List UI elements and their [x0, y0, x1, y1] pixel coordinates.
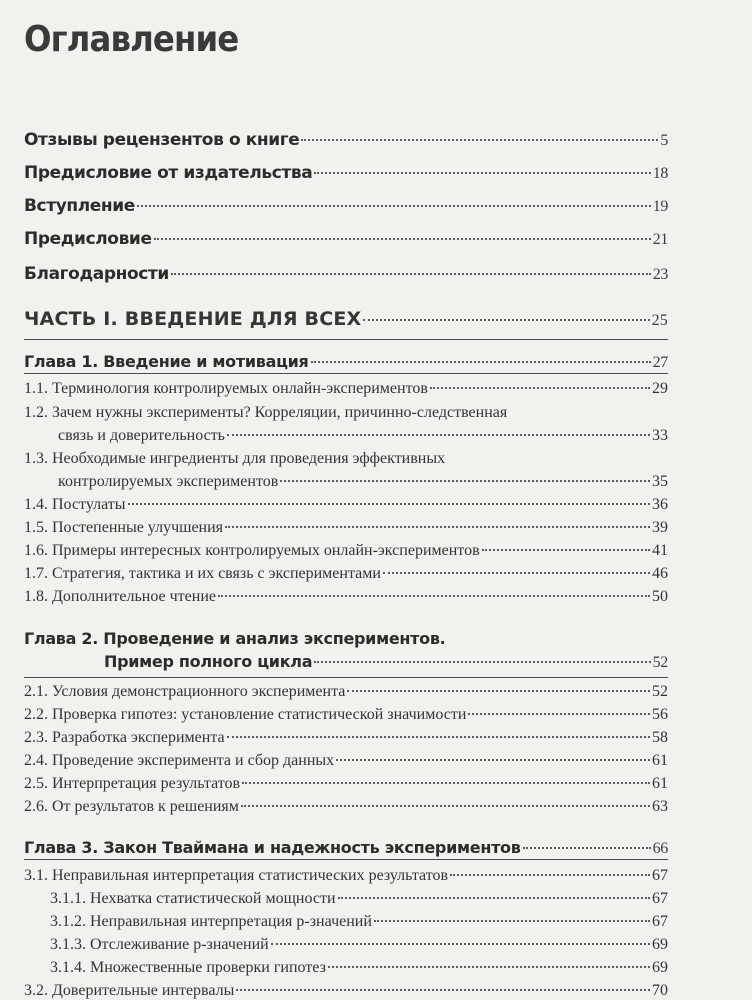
- toc-entry-title: 1.2. Зачем нужны эксперименты? Корреляции, причинно-следственная: [24, 404, 508, 421]
- toc-entry-title: 1.7. Стратегия, тактика и их связь с экспериментами: [24, 565, 381, 582]
- dot-leader: [383, 572, 650, 574]
- toc-entry-title: 3.1.2. Неправильная интерпретация р-значений: [50, 913, 372, 930]
- toc-page-number: 5: [660, 132, 668, 149]
- toc-entry-title: 2.1. Условия демонстрационного эксперимента: [24, 683, 346, 700]
- dot-leader: [242, 782, 650, 784]
- toc-page-number: 67: [652, 867, 668, 884]
- toc-page-number: 23: [652, 266, 668, 283]
- toc-page-number: 67: [652, 913, 668, 930]
- toc-page-number: 21: [652, 231, 668, 248]
- part-rule: [24, 339, 668, 340]
- toc-entry-title: 1.6. Примеры интересных контролируемых онлайн-экспериментов: [24, 542, 480, 559]
- toc-entry-title: 1.1. Терминология контролируемых онлайн-экспериментов: [24, 380, 428, 397]
- toc-page-number: 69: [652, 936, 668, 953]
- dot-leader: [347, 690, 650, 692]
- toc-page-number: 33: [652, 427, 668, 444]
- toc-entry-title: Глава 2. Проведение и анализ экспериментов.: [24, 629, 446, 648]
- toc-entry-title: 2.3. Разработка эксперимента: [24, 729, 225, 746]
- toc-entry-title: 3.1. Неправильная интерпретация статистических результатов: [24, 867, 449, 884]
- dot-leader: [225, 526, 650, 528]
- toc-page-number: 69: [652, 959, 668, 976]
- toc-page-number: 58: [652, 729, 668, 746]
- dot-leader: [271, 943, 650, 945]
- toc-page-number: 25: [651, 312, 668, 329]
- dot-leader: [128, 503, 650, 505]
- dot-leader: [137, 205, 651, 207]
- toc-page-number: 41: [652, 542, 668, 559]
- toc-page-number: 61: [652, 775, 668, 792]
- toc-entry-title: контролируемых экспериментов: [58, 473, 279, 490]
- toc-entry-title: Предисловие: [24, 229, 152, 249]
- toc-entry-title: Глава 3. Закон Тваймана и надежность экспериментов: [24, 838, 521, 857]
- dot-leader: [171, 273, 651, 275]
- dot-leader: [336, 759, 650, 761]
- dot-leader: [430, 387, 650, 389]
- toc-page-number: 39: [652, 519, 668, 536]
- dot-leader: [482, 549, 650, 551]
- toc-entry-title: 2.5. Интерпретация результатов: [24, 775, 241, 792]
- dot-leader: [314, 661, 650, 663]
- toc-page-number: 56: [652, 706, 668, 723]
- dot-leader: [450, 874, 650, 876]
- toc-entry-title: 1.8. Дополнительное чтение: [24, 588, 216, 605]
- toc-page-number: 70: [652, 982, 668, 999]
- dot-leader: [236, 989, 650, 991]
- toc-entry-title: 3.1.3. Отслеживание р-значений: [50, 936, 269, 953]
- chapter-2-rule: [24, 677, 668, 678]
- dot-leader: [154, 238, 651, 240]
- toc-entry-title: Предисловие от издательства: [24, 163, 313, 183]
- toc-entry-title: 3.2. Доверительные интервалы: [24, 982, 235, 999]
- toc-entry-title: Отзывы рецензентов о книге: [24, 130, 300, 150]
- toc-page-number: 18: [652, 165, 668, 182]
- dot-leader: [301, 139, 658, 141]
- toc-entry-title: 1.3. Необходимые ингредиенты для проведения эффективных: [24, 450, 446, 467]
- dot-leader: [338, 897, 650, 899]
- dot-leader: [374, 920, 650, 922]
- toc-entry-title: 3.1.4. Множественные проверки гипотез: [50, 959, 326, 976]
- toc-entry-title: связь и доверительность: [58, 427, 225, 444]
- toc-entry-title: Благодарности: [24, 264, 169, 284]
- toc-page-number: 19: [652, 198, 668, 215]
- toc-entry-title: 2.2. Проверка гипотез: установление статистической значимости: [24, 706, 467, 723]
- toc-page-number: 66: [652, 840, 668, 857]
- toc-entry-title: 3.1.1. Нехватка статистической мощности: [50, 890, 336, 907]
- toc-page-number: 63: [652, 798, 668, 815]
- dot-leader: [523, 847, 651, 849]
- dot-leader: [468, 713, 650, 715]
- toc-entry-title: 1.4. Постулаты: [24, 496, 126, 513]
- toc-entry-title: Глава 1. Введение и мотивация: [24, 352, 309, 371]
- dot-leader: [227, 736, 650, 738]
- toc-page-number: 36: [652, 496, 668, 513]
- dot-leader: [328, 966, 650, 968]
- toc-page-number: 29: [652, 380, 668, 397]
- toc-page-number: 50: [652, 588, 668, 605]
- page-title: Оглавление: [24, 19, 239, 60]
- dot-leader: [314, 172, 651, 174]
- dot-leader: [363, 319, 649, 321]
- toc-entry-title: Пример полного цикла: [104, 652, 313, 671]
- dot-leader: [311, 361, 651, 363]
- toc-page-number: 67: [652, 890, 668, 907]
- toc-entry-title: 2.4. Проведение эксперимента и сбор данных: [24, 752, 335, 769]
- toc-page-number: 52: [652, 654, 668, 671]
- dot-leader: [241, 805, 650, 807]
- toc-page-number: 27: [652, 354, 668, 371]
- toc-entry-title: 1.5. Постепенные улучшения: [24, 519, 224, 536]
- toc-page-number: 35: [652, 473, 668, 490]
- toc-entry-title: 2.6. От результатов к решениям: [24, 798, 239, 815]
- chapter-3-rule: [24, 859, 668, 860]
- toc-page-number: 46: [652, 565, 668, 582]
- toc-entry-title: ЧАСТЬ I. ВВЕДЕНИЕ ДЛЯ ВСЕХ: [24, 308, 362, 330]
- dot-leader: [227, 434, 650, 436]
- toc-entry-title: Вступление: [24, 196, 135, 216]
- toc-page-number: 61: [652, 752, 668, 769]
- toc-page-number: 52: [652, 683, 668, 700]
- dot-leader: [280, 480, 650, 482]
- dot-leader: [218, 595, 650, 597]
- chapter-1-rule: [24, 373, 668, 374]
